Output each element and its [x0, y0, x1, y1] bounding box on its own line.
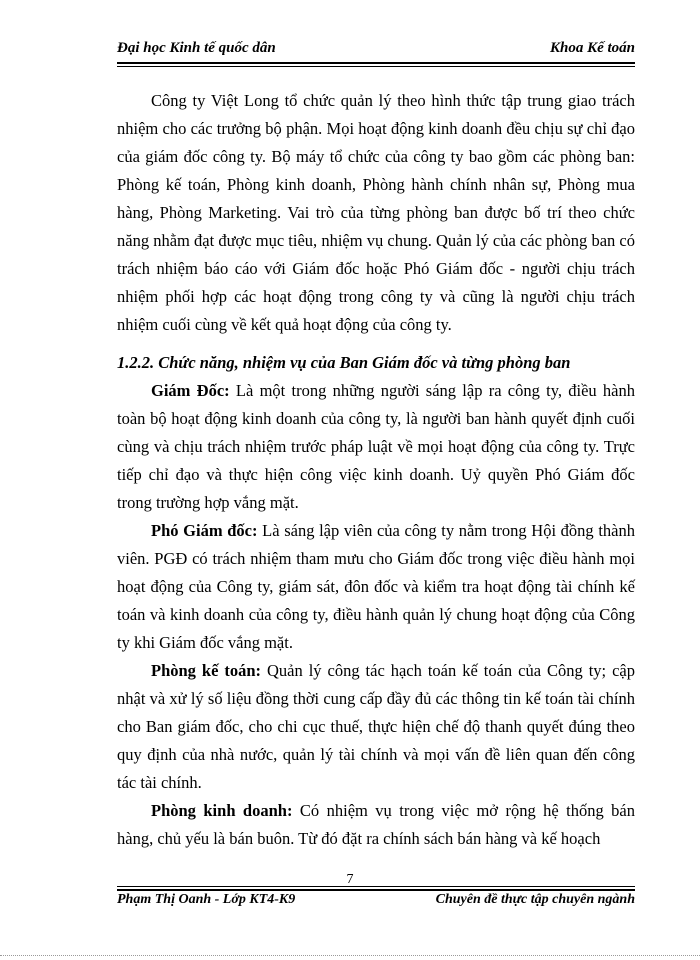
paragraph-pho-giam-doc — [117, 517, 635, 657]
body-content — [117, 87, 635, 853]
footer-rule-thin — [117, 886, 635, 887]
footer-rule-thick — [117, 889, 635, 891]
text-giam-doc: Là một trong những người sáng lập ra công ty, điều hành toàn bộ hoạt động kinh doanh của công ty, là người ban hành quyết định cuối cùng và chịu trách nhiệm trước pháp luật về mọi hoạt động của công ty. Trực tiếp chỉ đạo và thực hiện công việc kinh doanh. Uỷ quyền Phó Giám đốc trong trường hợp vắng mặt. — [117, 381, 635, 512]
text-pho-giam-doc: Là sáng lập viên của công ty nằm trong Hội đồng thành viên. PGĐ có trách nhiệm tham mưu cho Giám đốc trong việc điều hành mọi hoạt động của Công ty, giám sát, đôn đốc và kiểm tra hoạt động tài chính kế toán và kinh doanh của công ty, điều hành quản lý chung hoạt động của Công ty khi Giám đốc vắng mặt. — [117, 521, 635, 652]
label-phong-kinh-doanh: Phòng kinh doanh: — [151, 801, 293, 820]
text-phong-ke-toan: Quản lý công tác hạch toán kế toán của Công ty; cập nhật và xử lý số liệu đồng thời cung cấp đầy đủ các thông tin kế toán tài chính cho Ban giám đốc, cho chi cục thuế, thực hiện chế độ thanh quyết đúng theo quy định của nhà nước, quản lý tài chính và mọi vấn đề liên quan đến công tác tài chính. — [117, 661, 635, 792]
intro-paragraph: Công ty Việt Long tổ chức quản lý theo hình thức tập trung giao trách nhiệm cho các trưởng bộ phận. Mọi hoạt động kinh doanh đều chịu sự chỉ đạo của giám đốc công ty. Bộ máy tổ chức của công ty bao gồm các phòng ban: Phòng kế toán, Phòng kinh doanh, Phòng hành chính nhân sự, Phòng mua hàng, Phòng Marketing. Vai trò của từng phòng ban được bố trí theo chức năng nhằm đạt được mục tiêu, nhiệm vụ chung. Quản lý của các phòng ban có trách nhiệm báo cáo với Giám đốc hoặc Phó Giám đốc - người chịu trách nhiệm phối hợp các hoạt động trong công ty và cũng là người chịu trách nhiệm cuối cùng về kết quả hoạt động của công ty. — [117, 91, 635, 334]
footer-author: Phạm Thị Oanh - Lớp KT4-K9 — [117, 892, 296, 907]
label-phong-ke-toan: Phòng kế toán: — [151, 661, 262, 680]
header-rule-thin — [117, 66, 635, 67]
page-header — [117, 38, 635, 62]
paragraph-giam-doc — [117, 377, 635, 517]
header-faculty: Khoa Kế toán — [549, 40, 635, 56]
paragraph-phong-kinh-doanh — [117, 797, 635, 853]
section-heading: 1.2.2. Chức năng, nhiệm vụ của Ban Giám đốc và từng phòng ban — [117, 353, 571, 372]
paragraph-phong-ke-toan — [117, 657, 635, 797]
page-number: 7 — [346, 872, 354, 887]
page-break-divider — [0, 955, 700, 956]
footer-report-title: Chuyên đề thực tập chuyên ngành — [435, 892, 635, 907]
label-giam-doc: Giám Đốc: — [151, 381, 230, 400]
header-university: Đại học Kinh tế quốc dân — [117, 40, 276, 56]
text-phong-kinh-doanh: Có nhiệm vụ trong việc mở rộng hệ thống bán hàng, chủ yếu là bán buôn. Từ đó đặt ra chính sách bán hàng và kế hoạch — [117, 801, 636, 848]
label-pho-giam-doc: Phó Giám đốc: — [151, 521, 258, 540]
header-rule-thick — [117, 62, 635, 64]
